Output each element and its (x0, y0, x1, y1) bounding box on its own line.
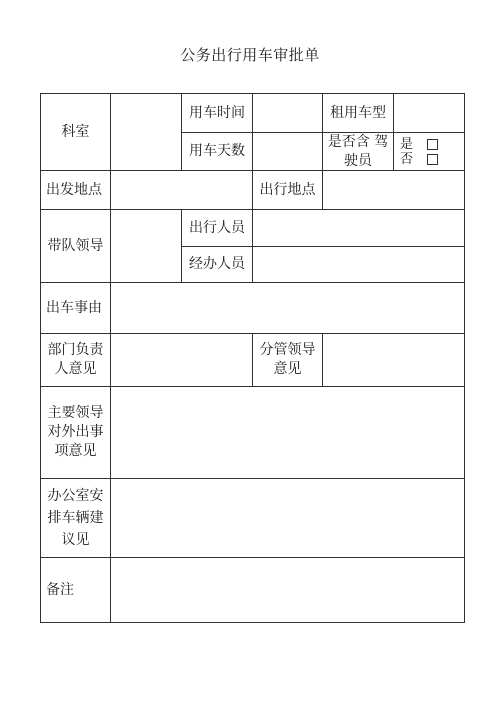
field-travelers[interactable] (252, 209, 465, 247)
driver-yes-label: 是 (400, 136, 414, 152)
driver-yes-checkbox[interactable] (427, 139, 438, 150)
label-include-driver: 是否含 驾驶员 (322, 132, 394, 171)
field-office-arrangement[interactable] (110, 478, 465, 558)
driver-no-label: 否 (400, 151, 414, 167)
label-usage-time: 用车时间 (181, 93, 253, 133)
field-department[interactable] (110, 93, 182, 171)
label-dept-head-opinion: 部门负责人意见 (40, 333, 111, 387)
field-main-leader-opinion[interactable] (110, 386, 465, 479)
field-destination[interactable] (322, 170, 465, 210)
field-team-leader[interactable] (110, 209, 182, 283)
driver-no-checkbox[interactable] (427, 154, 438, 165)
driver-yes-option[interactable] (400, 137, 464, 152)
label-usage-days: 用车天数 (181, 132, 253, 171)
form-title: 公务出行用车审批单 (180, 46, 320, 64)
label-main-leader-opinion: 主要领导对外出事项意见 (40, 386, 111, 479)
label-handler: 经办人员 (181, 246, 253, 283)
label-remarks: 备注 (40, 557, 111, 623)
field-remarks[interactable] (110, 557, 465, 623)
driver-choice (393, 132, 465, 171)
label-supervisor-opinion: 分管领导意见 (252, 333, 323, 387)
field-reason[interactable] (110, 282, 465, 334)
label-department: 科室 (40, 93, 111, 171)
field-rental-model[interactable] (393, 93, 465, 133)
field-departure[interactable] (110, 170, 253, 210)
field-usage-time[interactable] (252, 93, 323, 133)
driver-no-option[interactable] (400, 152, 464, 167)
label-travelers: 出行人员 (181, 209, 253, 247)
label-destination: 出行地点 (252, 170, 323, 210)
field-usage-days[interactable] (252, 132, 323, 171)
label-team-leader: 带队领导 (40, 209, 111, 283)
field-dept-head-opinion[interactable] (110, 333, 253, 387)
approval-form-table (40, 93, 465, 624)
label-departure: 出发地点 (40, 170, 111, 210)
label-office-arrangement: 办公室安排车辆建议见 (40, 478, 111, 558)
label-reason: 出车事由 (40, 282, 111, 334)
label-rental-model: 租用车型 (322, 93, 394, 133)
field-handler[interactable] (252, 246, 465, 283)
field-supervisor-opinion[interactable] (322, 333, 465, 387)
